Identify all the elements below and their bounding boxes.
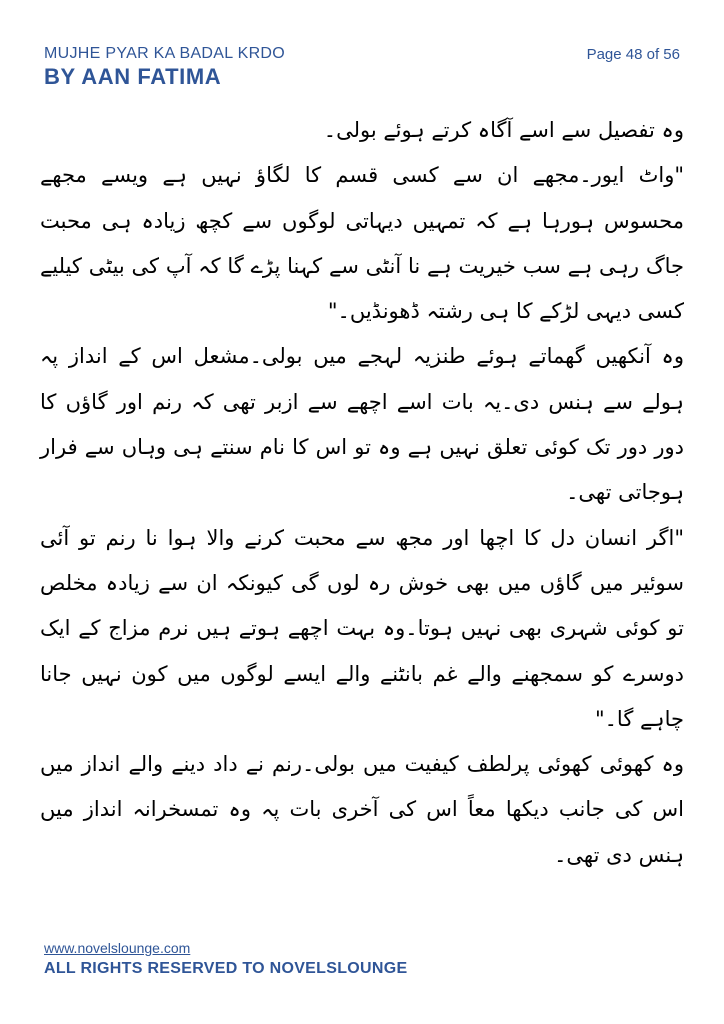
page-header [44, 44, 285, 90]
paragraph: "واٹ ایور۔مجھے ان سے کسی قسم کا لگاؤ نہیں ہے ویسے مجھے محسوس ہورہا ہے کہ تمہیں دیہاتی لوگوں سے کچھ زیادہ ہی محبت جاگ رہی ہے سب خیریت ہے نا آنٹی سے کہنا پڑے گا کہ آپ کی بیٹی کیلیے کسی دیہی لڑکے کا ہی رشتہ ڈھونڈیں۔" [40, 163, 684, 324]
page-number: Page 48 of 56 [586, 46, 680, 63]
book-title: MUJHE PYAR KA BADAL KRDO [44, 45, 286, 62]
website-link[interactable]: www.novelslounge.com [44, 940, 191, 956]
paragraph: "اگر انسان دل کا اچھا اور مجھ سے محبت کرنے والا ہوا نا رنم تو آئی سوئیر میں گاؤں میں بھی خوش رہ لوں گی کیونکہ ان سے زیادہ مخلص تو کوئی شہری بھی نہیں ہوتا۔وہ بہت اچھے ہوتے ہیں نرم مزاج کے ایک دوسرے کو سمجھنے والے غم بانٹنے والے ایسے لوگوں میں کون نہیں جانا چاہے گا۔" [40, 525, 684, 731]
paragraph: وہ آنکھیں گھماتے ہوئے طنزیہ لہجے میں بولی۔مشعل اس کے انداز پہ ہولے سے ہنس دی۔یہ بات اسے اچھے سے ازبر تھی کہ رنم اور گاؤں کا دور دور تک کوئی تعلق نہیں ہے وہ تو اس کا نام سنتے ہی وہاں سے فرار ہوجاتی تھی۔ [40, 344, 684, 505]
paragraph: وہ تفصیل سے اسے آگاہ کرتے ہوئے بولی۔ [323, 118, 684, 142]
book-author: BY AAN FATIMA [44, 64, 222, 89]
rights-notice: ALL RIGHTS RESERVED TO NOVELSLOUNGE [44, 960, 408, 977]
paragraph: وہ کھوئی کھوئی پرلطف کیفیت میں بولی۔رنم نے داد دینے والے انداز میں اس کی جانب دیکھا معاً اس کی آخری بات پہ وہ تمسخرانہ انداز میں ہنس دی تھی۔ [40, 752, 684, 867]
story-body [40, 108, 684, 878]
page-footer [44, 938, 407, 980]
